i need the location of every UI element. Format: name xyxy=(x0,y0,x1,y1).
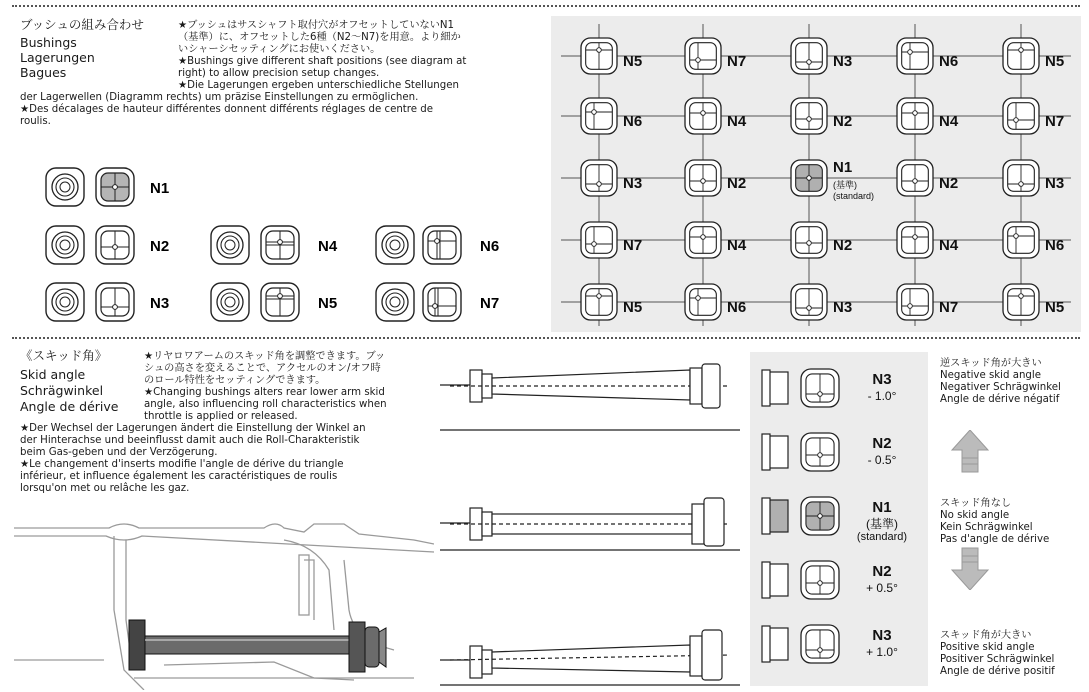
bushings-desc-wide-line: ★Des décalages de hauteur différentes donnent différents réglages de centre de xyxy=(20,104,434,115)
pair-n5 xyxy=(211,283,337,321)
grid-label: N3 xyxy=(1045,175,1065,192)
grid-label: N5 xyxy=(1045,299,1065,316)
grid-label: N3 xyxy=(623,175,643,192)
skid-desc-wide-line: beim Gas-geben und der Verzögerung. xyxy=(20,447,218,458)
bushings-desc-line: ★ブッシュはサスシャフト取付穴がオフセットしていないN1 xyxy=(178,20,454,31)
bushing-n3-icon xyxy=(1003,160,1039,196)
arm-view-positive xyxy=(440,630,740,685)
bushing-n4-icon xyxy=(685,222,721,258)
bushing-n2-icon xyxy=(791,222,827,258)
down-arrow-icon xyxy=(952,548,988,590)
positive-fr: Angle de dérive positif xyxy=(940,666,1055,677)
skid-setting-name: N1 xyxy=(872,499,892,516)
negative-en: Negative skid angle xyxy=(940,370,1041,381)
grid-label: N5 xyxy=(623,299,643,316)
bushing-n5-icon xyxy=(1003,284,1039,320)
skid-desc-line: throttle is applied or released. xyxy=(144,411,298,422)
bushings-desc-wide-line: roulis. xyxy=(20,116,51,127)
negative-fr: Angle de dérive négatif xyxy=(940,394,1060,405)
positive-jp: スキッド角が大きい xyxy=(940,630,1032,641)
grid-label: N3 xyxy=(833,53,853,70)
bushing-n5-icon xyxy=(1003,38,1039,74)
bushing-n7-icon xyxy=(1003,98,1039,134)
bushing-grid xyxy=(551,16,1081,332)
skid-side-bushing-icon xyxy=(762,562,788,598)
bushing-n4-icon xyxy=(897,98,933,134)
arm-view-negative xyxy=(440,364,740,430)
pair-n3 xyxy=(46,283,169,321)
grid-label: N2 xyxy=(833,113,853,130)
bushing-n2-icon xyxy=(801,433,839,471)
grid-label: N2 xyxy=(727,175,747,192)
grid-label: N4 xyxy=(939,113,959,130)
none-fr: Pas d'angle de dérive xyxy=(940,534,1050,545)
skid-side-bushing-icon xyxy=(762,434,788,470)
grid-center-sub: (standard) xyxy=(833,191,875,201)
pair-label-n2: N2 xyxy=(150,238,170,255)
grid-label: N2 xyxy=(833,237,853,254)
bushing-n4-icon xyxy=(685,98,721,134)
bushing-n2-icon xyxy=(801,561,839,599)
bushing-n2-icon xyxy=(685,160,721,196)
bushing-n3-icon xyxy=(581,160,617,196)
skid-side-bushing-icon xyxy=(762,370,788,406)
skid-setting-value: + 0.5° xyxy=(866,581,898,595)
bushing-n2-icon xyxy=(897,160,933,196)
grid-label: N4 xyxy=(727,113,747,130)
grid-label: N5 xyxy=(623,53,643,70)
skid-desc-line: ★リヤロワアームのスキッド角を調整できます。ブッ xyxy=(144,351,386,362)
skid-setting-value: + 1.0° xyxy=(866,645,898,659)
none-jp: スキッド角なし xyxy=(940,498,1012,509)
chassis-illustration xyxy=(14,500,434,690)
up-arrow-icon xyxy=(952,430,988,472)
skid-desc-line: のロール特性をセッティングできます。 xyxy=(144,375,326,386)
skid-desc-line: シュの高さを変えることで、アクセルのオン/オフ時 xyxy=(144,363,381,374)
skid-side-bushing-icon xyxy=(762,498,788,534)
grid-label: N4 xyxy=(939,237,959,254)
none-de: Kein Schrägwinkel xyxy=(940,522,1033,533)
bushing-n1-icon xyxy=(96,168,134,206)
grid-label: N1 xyxy=(833,159,853,176)
skid-side-bushing-icon xyxy=(762,626,788,662)
positive-de: Positiver Schrägwinkel xyxy=(940,654,1055,665)
skid-desc-wide-line: lorsqu'on met ou relâche les gaz. xyxy=(20,483,190,494)
skid-desc-wide-line: ★Le changement d'inserts modifie l'angle de dérive du triangle xyxy=(20,459,344,470)
skid-desc-wide-line: der Hinterachse und beeinflusst damit auch die Roll-Charakteristik xyxy=(20,435,360,446)
arm-view-standard xyxy=(440,498,740,550)
bushing-n6-icon xyxy=(897,38,933,74)
skid-settings-panel xyxy=(750,352,928,686)
top-separator xyxy=(12,5,1080,7)
skid-settings xyxy=(750,352,928,686)
bushings-title-jp: ブッシュの組み合わせ xyxy=(20,17,144,32)
pair-n2 xyxy=(46,226,169,264)
pair-label-n6: N6 xyxy=(480,238,500,255)
skid-title-en: Skid angle xyxy=(20,367,86,382)
pair-n4 xyxy=(211,226,338,264)
skid-desc-wide-line: ★Der Wechsel der Lagerungen ändert die Einstellung der Winkel an xyxy=(20,423,366,434)
bushing-n4-icon xyxy=(897,222,933,258)
pair-label-n4: N4 xyxy=(318,238,338,255)
bushing-n6-icon xyxy=(1003,222,1039,258)
lower-arm xyxy=(129,620,386,672)
bushings-desc-line: ★Bushings give different shaft positions (see diagram at xyxy=(178,56,467,67)
grid-label: N7 xyxy=(727,53,747,70)
bushing-n3-icon xyxy=(801,369,839,407)
pair-n7 xyxy=(376,283,499,321)
bushing-n3-icon xyxy=(801,625,839,663)
grid-label: N6 xyxy=(727,299,747,316)
skid-setting-value: (基準) xyxy=(866,517,898,531)
bushing-n7-icon xyxy=(685,38,721,74)
grid-label: N6 xyxy=(1045,237,1065,254)
grid-label: N6 xyxy=(939,53,959,70)
grid-label: N3 xyxy=(833,299,853,316)
skid-setting-value: - 0.5° xyxy=(867,453,897,467)
skid-setting-name: N2 xyxy=(872,435,892,452)
grid-center-sub: (基準) xyxy=(833,180,857,190)
pair-label-n5: N5 xyxy=(318,295,338,312)
pair-label-n3: N3 xyxy=(150,295,170,312)
skid-setting-value: - 1.0° xyxy=(867,389,897,403)
bushing-grid-panel xyxy=(551,16,1081,332)
grid-label: N6 xyxy=(623,113,643,130)
grid-label: N4 xyxy=(727,237,747,254)
bushings-title-de: Lagerungen xyxy=(20,50,95,65)
skid-setting-name: N3 xyxy=(872,627,892,644)
bushing-pairs-diagram xyxy=(0,150,560,330)
bushings-desc-line: right) to allow precision setup changes. xyxy=(178,68,380,79)
bushing-n7-icon xyxy=(897,284,933,320)
bushing-n6-icon xyxy=(685,284,721,320)
arm-angle-views xyxy=(440,350,750,690)
bushings-desc-wide-line: der Lagerwellen (Diagramm rechts) um präzise Einstellungen zu ermöglichen. xyxy=(20,92,419,103)
skid-title-jp: 《スキッド角》 xyxy=(20,348,108,363)
skid-setting-name: N3 xyxy=(872,371,892,388)
bushing-n5-icon xyxy=(581,284,617,320)
bushings-desc-line: ★Die Lagerungen ergeben unterschiedliche Stellungen xyxy=(178,80,459,91)
grid-label: N2 xyxy=(939,175,959,192)
bushing-n2-icon xyxy=(791,98,827,134)
pair-n6 xyxy=(376,226,499,264)
bushings-desc-line: いシャーシセッティングにお使いください。 xyxy=(178,44,381,55)
skid-setting-name: N2 xyxy=(872,563,892,580)
skid-setting-value: (standard) xyxy=(856,531,908,543)
grid-label: N7 xyxy=(1045,113,1065,130)
grid-label: N5 xyxy=(1045,53,1065,70)
skid-desc-line: angle, also influencing roll characteristics when xyxy=(144,399,387,410)
bushings-title-fr: Bagues xyxy=(20,65,67,80)
bushing-n3-icon xyxy=(791,284,827,320)
bushing-n6-icon xyxy=(581,98,617,134)
bushings-title-en: Bushings xyxy=(20,35,77,50)
pair-n1 xyxy=(46,168,169,206)
positive-en: Positive skid angle xyxy=(940,642,1035,653)
bushings-desc-line: （基準）に、オフセットした6種（N2〜N7)を用意。より細か xyxy=(178,32,461,43)
none-en: No skid angle xyxy=(940,510,1010,521)
pair-label-n7: N7 xyxy=(480,295,500,312)
skid-desc-wide-line: inférieur, et influence également les caractéristiques de roulis xyxy=(20,471,338,482)
bushing-n1-icon xyxy=(791,160,827,196)
grid-label: N7 xyxy=(939,299,959,316)
negative-de: Negativer Schrägwinkel xyxy=(940,382,1061,393)
pair-label-n1: N1 xyxy=(150,180,170,197)
skid-title-de: Schrägwinkel xyxy=(20,383,104,398)
negative-jp: 逆スキッド角が大きい xyxy=(940,358,1042,369)
grid-label: N7 xyxy=(623,237,643,254)
bushing-n3-icon xyxy=(791,38,827,74)
bushing-n7-icon xyxy=(581,222,617,258)
skid-title-fr: Angle de dérive xyxy=(20,399,119,414)
bushing-n5-icon xyxy=(581,38,617,74)
skid-desc-line: ★Changing bushings alters rear lower arm skid xyxy=(144,387,385,398)
bushing-n1-icon xyxy=(801,497,839,535)
middle-separator xyxy=(12,337,1080,339)
